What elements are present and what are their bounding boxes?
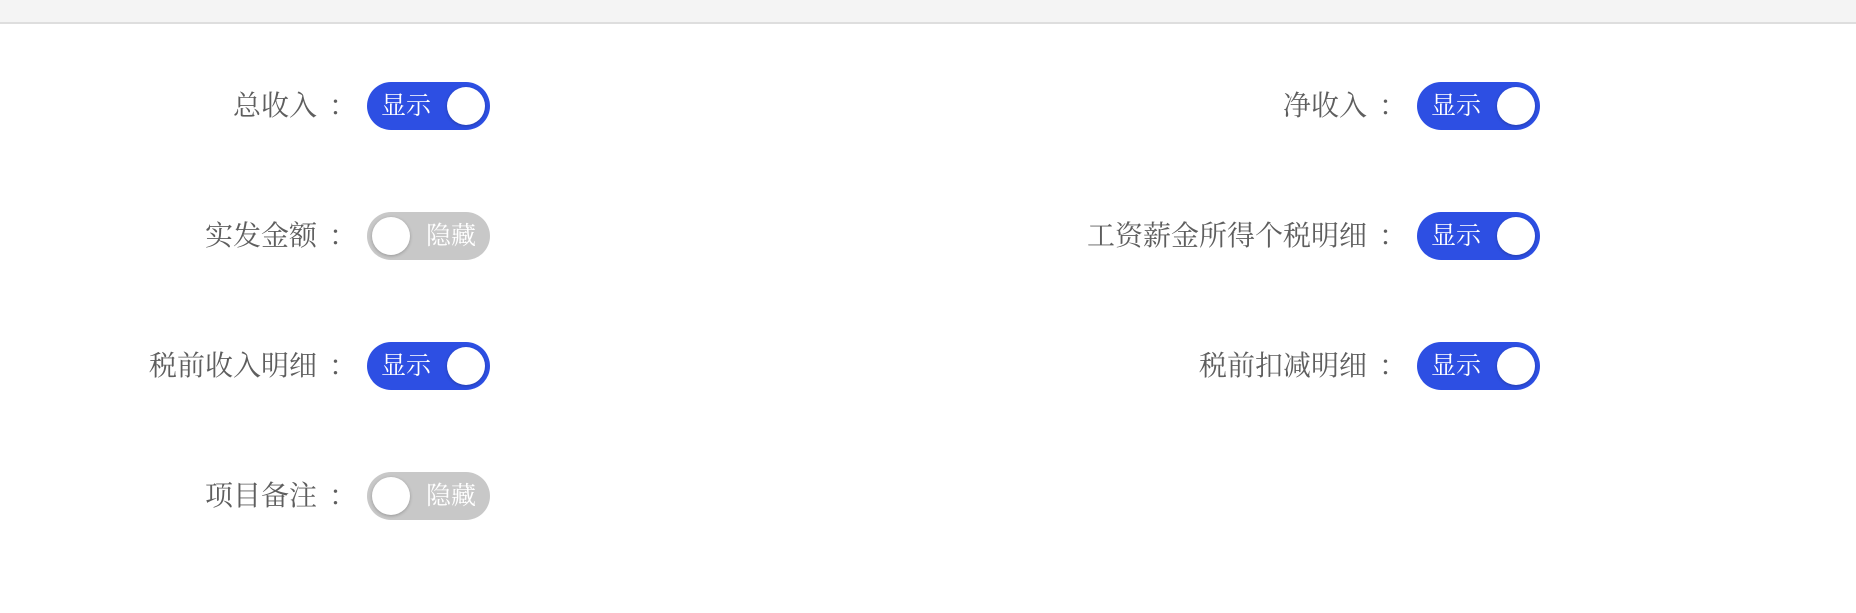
toggle-total-income[interactable] — [367, 82, 490, 130]
toggle-state-text: 显示 — [1431, 221, 1482, 250]
setting-row-pretax-income-detail — [0, 341, 490, 391]
toggle-knob — [372, 217, 410, 255]
setting-label: 项目备注 — [204, 479, 317, 512]
setting-row-salary-tax-detail — [900, 211, 1540, 261]
toggle-item-remarks[interactable] — [367, 472, 490, 520]
setting-row-actual-amount — [0, 211, 490, 261]
label-colon: ： — [1378, 219, 1407, 252]
toggle-actual-amount[interactable] — [367, 212, 490, 260]
toggle-knob — [447, 347, 485, 385]
setting-row-total-income — [0, 81, 490, 131]
toggle-state-text: 隐藏 — [425, 481, 476, 510]
toggle-knob — [1497, 347, 1535, 385]
setting-label: 总收入 — [232, 89, 317, 122]
label-colon: ： — [328, 349, 357, 382]
setting-label: 净收入 — [1282, 89, 1367, 122]
label-colon: ： — [328, 89, 357, 122]
toggle-knob — [372, 477, 410, 515]
label-colon: ： — [328, 219, 357, 252]
toggle-knob — [447, 87, 485, 125]
toggle-state-text: 显示 — [1431, 91, 1482, 120]
toggle-state-text: 显示 — [381, 91, 432, 120]
setting-row-item-remarks — [0, 471, 490, 521]
toggle-knob — [1497, 217, 1535, 255]
toggle-pretax-deduction-detail[interactable] — [1417, 342, 1540, 390]
label-colon: ： — [1378, 89, 1407, 122]
setting-label: 工资薪金所得个税明细 — [1086, 219, 1367, 252]
setting-label: 税前收入明细 — [148, 349, 317, 382]
toggle-state-text: 隐藏 — [425, 221, 476, 250]
toggle-knob — [1497, 87, 1535, 125]
setting-label: 实发金额 — [204, 219, 317, 252]
toggle-state-text: 显示 — [1431, 351, 1482, 380]
toggle-pretax-income-detail[interactable] — [367, 342, 490, 390]
setting-row-net-income — [900, 81, 1540, 131]
toggle-salary-tax-detail[interactable] — [1417, 212, 1540, 260]
toggle-state-text: 显示 — [381, 351, 432, 380]
label-colon: ： — [1378, 349, 1407, 382]
top-bar — [0, 0, 1856, 24]
label-colon: ： — [328, 479, 357, 512]
setting-row-pretax-deduction-detail — [900, 341, 1540, 391]
setting-label: 税前扣减明细 — [1198, 349, 1367, 382]
toggle-net-income[interactable] — [1417, 82, 1540, 130]
